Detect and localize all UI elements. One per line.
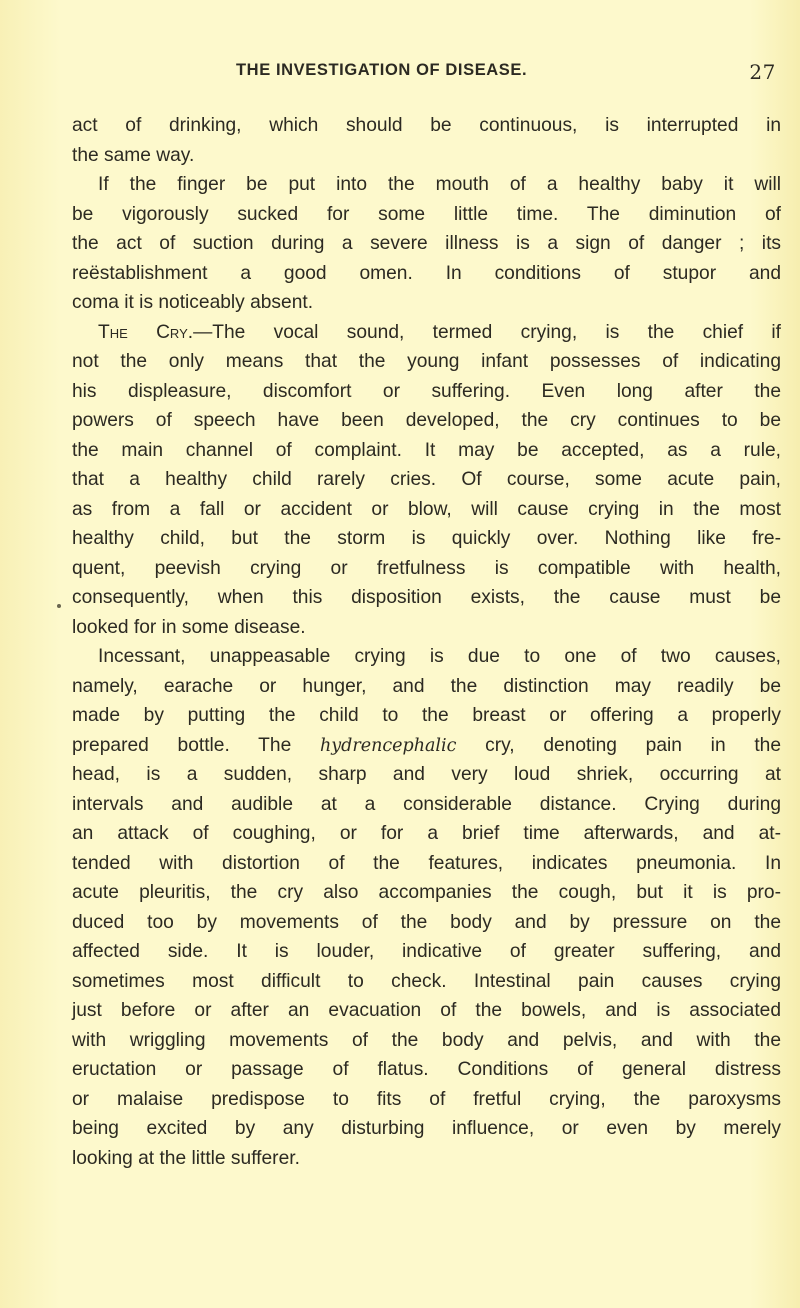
italic-term: hydrencephalic [319,735,457,756]
margin-speck [57,604,61,608]
text-line: powers of speech have been developed, the cry continues to be [72,410,781,431]
text-line: the same way. [72,144,195,166]
text-line: coma it is noticeably absent. [72,292,314,313]
text-line: tended with distortion of the features, indicates pneumonia. In [72,852,781,874]
text-run: —The vocal sound, termed crying, is the chief if [193,321,781,343]
text-line: not the only means that the young infant possesses of indicating [72,351,781,372]
text-line: act of drinking, which should be continuous, is interrupted in [72,115,781,136]
text-line: with wriggling movements of the body and pelvis, and with the [72,1029,781,1051]
text-line: as from a fall or accident or blow, will cause crying in the most [72,498,781,520]
text-line-italic-term [72,731,781,761]
text-line: duced too by movements of the body and by pressure on the [72,911,781,933]
text-line: that a healthy child rarely cries. Of course, some acute pain, [72,469,781,490]
body-text [72,111,781,1173]
text-line: reëstablishment a good omen. In conditions of stupor and [72,262,781,284]
text-line: looking at the little sufferer. [72,1147,300,1169]
text-line: healthy child, but the storm is quickly over. Nothing like fre- [72,528,781,549]
text-line: Incessant, unappeasable crying is due to one of two causes, [98,646,781,667]
text-run: prepared bottle. [72,734,230,756]
text-line: intervals and audible at a considerable distance. Crying during [72,793,781,815]
text-run: cry, denoting pain in the [485,734,782,756]
text-line: quent, peevish crying or fretfulness is compatible with health, [72,557,781,579]
text-line: be vigorously sucked for some little time. The diminution of [72,203,781,225]
text-line: being excited by any disturbing influence, or even by merely [72,1118,781,1139]
running-head [236,61,776,85]
text-line: namely, earache or hunger, and the distinction may readily be [72,675,781,697]
text-line: consequently, when this disposition exists, the cause must be [72,587,781,608]
text-line: looked for in some disease. [72,616,306,638]
text-line: If the finger be put into the mouth of a healthy baby it will [98,174,781,195]
text-line: or malaise predispose to fits of fretful crying, the paroxysms [72,1088,781,1110]
text-line: made by putting the child to the breast or offering a properly [72,705,781,726]
running-title: THE INVESTIGATION OF DISEASE. [236,61,528,79]
text-line: affected side. It is louder, indicative of greater suffering, and [72,941,781,962]
text-line-section-head [72,318,781,348]
text-line: eructation or passage of flatus. Conditions of general distress [72,1059,781,1080]
section-head: The Cry. [98,321,194,343]
text-run: The [258,734,292,756]
text-line: acute pleuritis, the cry also accompanies the cough, but it is pro- [72,882,781,903]
page-number: 27 [749,60,776,84]
text-line: the main channel of complaint. It may be accepted, as a rule, [72,439,781,461]
text-line: sometimes most difficult to check. Intestinal pain causes crying [72,970,781,992]
text-line: the act of suction during a severe illness is a sign of danger ; its [72,233,781,254]
text-line: his displeasure, discomfort or suffering. Even long after the [72,380,781,402]
text-line: just before or after an evacuation of the bowels, and is associated [72,1000,781,1021]
text-line: head, is a sudden, sharp and very loud shriek, occurring at [72,764,781,785]
text-line: an attack of coughing, or for a brief time afterwards, and at- [72,823,781,844]
